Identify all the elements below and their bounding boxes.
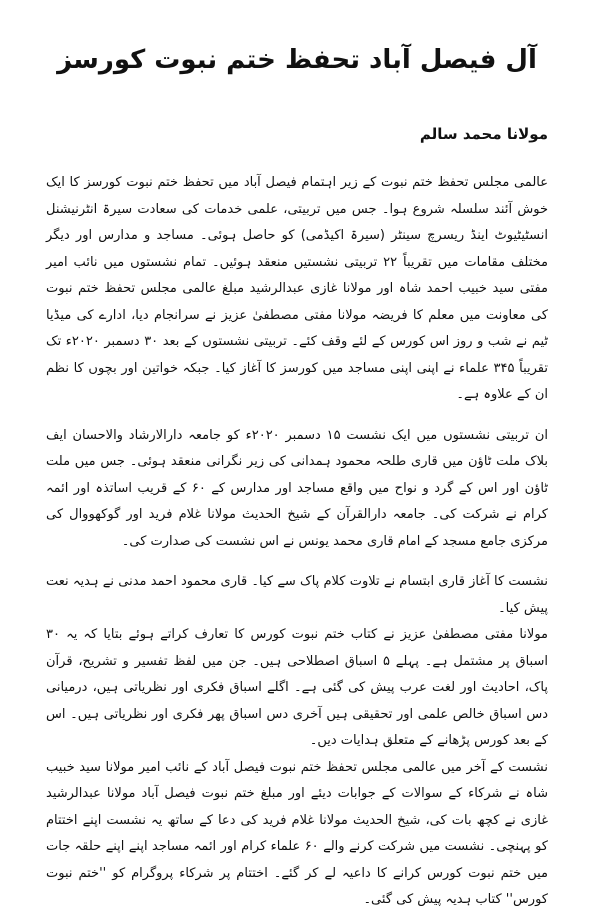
author-name: مولانا محمد سالم [419,125,548,143]
article-title: آل فیصل آباد تحفظ ختم نبوت کورسز [57,45,537,75]
paragraph-course-intro: مولانا مفتی مصطفیٰ عزیز نے کتاب ختم نبوت کورس کا تعارف کراتے ہوئے بتایا کہ یہ ۳۰ اسباق پر مشتمل ہے۔ پہلے ۵ اسباق اصطلاحی ہیں۔ جن میں لفظ تفسیر و تشریح، قرآن پاک، احادیث اور لغت عرب پیش کی گئی ہے۔ اگلے اسباق فکری اور نظریاتی ہیں، درمیانی دس اسباق خالص علمی اور تحقیقی ہیں آخری دس اسباق پھر فکری اور نظریاتی ہیں۔ اس کے بعد کورس پڑھانے کے متعلق ہدایات دیں۔ [46,627,548,748]
paragraph-session: ان تربیتی نشستوں میں ایک نشست ۱۵ دسمبر ۲۰۲۰ء کو جامعہ دارالارشاد والاحسان ایف بلاک ملت ٹاؤن میں قاری طلحہ محمود ہمدانی کی زیر نگرانی منعقد ہوئی۔ جس میں ملت ٹاؤن اور اس کے گرد و نواح میں واقع مساجد اور مدارس کے ۶۰ کے قریب اساتذہ اور ائمہ کرام نے شرکت کی۔ جامعہ دارالقرآن کے شیخ الحدیث مولانا غلام فرید اور گوکھووال کی مرکزی جامع مسجد کے امام قاری محمد یونس نے اس نشست کی صدارت کی۔ [46,427,548,549]
paragraph-closing: نشست کے آخر میں عالمی مجلس تحفظ ختم نبوت فیصل آباد کے نائب امیر مولانا سید خبیب شاہ نے شرکاء کے سوالات کے جوابات دیئے اور مبلغ ختم نبوت فیصل آباد مولانا عبدالرشید غازی نے کچھ بات کی، شیخ الحدیث مولانا غلام فرید کی دعا کے ساتھ یہ نشست اپنے اختتام کو پہنچی۔ نشست میں شرکت کرنے والے ۶۰ علماء کرام اور ائمہ مساجد اپنے اپنے حلقہ جات میں ختم نبوت کورس کرانے کا داعیہ لے کر گئے۔ اختتام پر شرکاء پروگرام کو ''ختم نبوت کورس'' کتاب ہدیہ پیش کی گئی۔ [46,759,548,907]
paragraph-intro: عالمی مجلس تحفظ ختم نبوت کے زیر اہتمام فیصل آباد میں تحفظ ختم نبوت کورسز کا ایک خوش آئند سلسلہ شروع ہوا۔ جس میں تربیتی، علمی خدمات کی سعادت سیرۃ انٹرنیشنل انسٹیٹیوٹ اینڈ ریسرچ سینٹر (سیرۃ اکیڈمی) کو حاصل ہوئی۔ مساجد و مدارس اور دیگر مختلف مقامات میں تقریباً ۲۲ تربیتی نشستیں منعقد ہوئیں۔ تمام نشستوں میں نائب امیر مفتی سید خبیب احمد شاہ اور مولانا غازی عبدالرشید مبلغ عالمی مجلس تحفظ ختم نبوت کی معاونت میں معلم کا فریضہ مولانا مفتی مصطفیٰ عزیز نے سرانجام دیا، ادارے کی میڈیا ٹیم نے شب و روز اس کورس کے لئے وقف کئے۔ تربیتی نشستوں کے بعد ۳۰ دسمبر ۲۰۲۰ء تک تقریباً ۳۴۵ علماء نے اپنی اپنی مساجد میں کورسز کا آغاز کیا۔ جبکہ خواتین اور بچوں کا نظم ان کے علاوہ ہے۔ [46,175,549,402]
paragraph-opening: نشست کا آغاز قاری ابتسام نے تلاوت کلام پاک سے کیا۔ قاری محمود احمد مدنی نے ہدیہ نعت پیش کیا۔ [46,574,548,616]
